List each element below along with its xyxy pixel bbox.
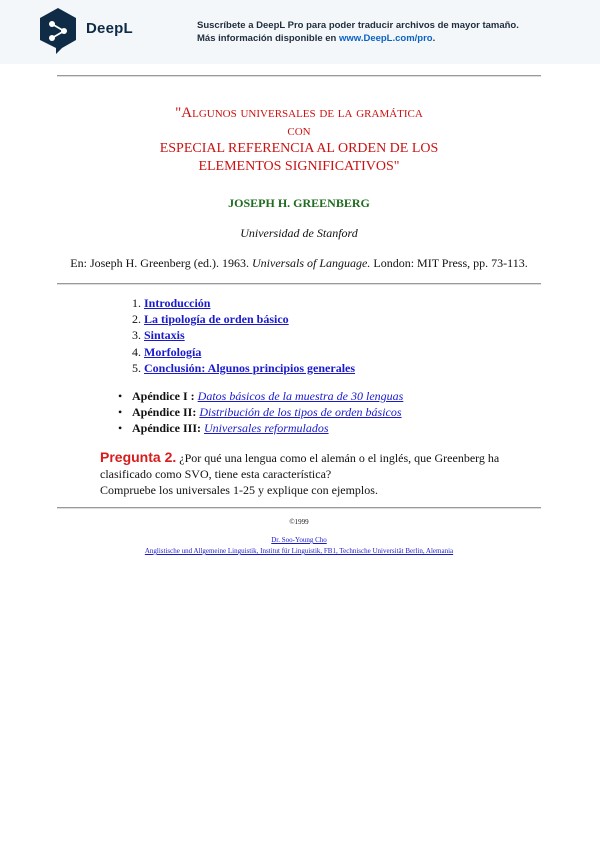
deepl-logo-text[interactable]: DeepL (86, 20, 133, 37)
footer-author (57, 536, 541, 544)
appendix-link-3[interactable]: Universales reformulados (204, 421, 329, 435)
author-link[interactable]: Dr. Soo-Young Cho (271, 536, 327, 544)
toc-item (132, 344, 355, 360)
appendix-list (118, 388, 403, 436)
mid-divider (57, 283, 541, 285)
promo-line-2 (197, 32, 519, 45)
promo-suffix: . (432, 33, 436, 44)
question-block (100, 449, 540, 498)
toc-link-introduccion[interactable]: Introducción (144, 296, 211, 310)
toc-item (132, 327, 355, 343)
citation-book-title: Universals of Language. (252, 256, 371, 270)
toc-item (132, 295, 355, 311)
top-divider (57, 75, 541, 77)
bullet-icon: • (118, 389, 123, 403)
toc-number: 5. (132, 360, 141, 375)
bottom-divider (57, 507, 541, 509)
footer-affiliation (57, 547, 541, 555)
question-paragraph (100, 449, 540, 482)
appendix-item (118, 420, 403, 436)
appendix-label: Apéndice III: (132, 421, 202, 435)
toc-link-conclusion[interactable]: Conclusión: Algunos principios generales (144, 360, 356, 375)
table-of-contents (132, 295, 355, 376)
citation-prefix: En: Joseph H. Greenberg (ed.). 1963. (70, 256, 253, 270)
appendix-item (118, 388, 403, 404)
promo-prefix: Más información disponible en (197, 33, 339, 44)
question-text: ¿Por qué una lengua como el alemán o el inglés, que Greenberg ha clasificado como SVO, tiene esta característica? (100, 451, 500, 481)
toc-link-morfologia[interactable]: Morfología (144, 344, 202, 359)
toc-link-sintaxis[interactable]: Sintaxis (144, 328, 185, 343)
title-line-3: ESPECIAL REFERENCIA AL ORDEN DE LOS (159, 141, 439, 156)
appendix-label: Apéndice I : (132, 389, 195, 403)
title-line-1: "Algunos universales de la gramática (175, 105, 423, 121)
bullet-icon: • (118, 421, 123, 435)
deepl-logo-icon[interactable] (36, 6, 80, 56)
toc-number: 3. (132, 328, 141, 343)
citation-suffix: London: MIT Press, pp. 73-113. (370, 256, 528, 270)
deepl-pro-link[interactable]: www.DeepL.com/pro (339, 33, 433, 44)
bullet-icon: • (118, 405, 123, 419)
promo-line-1: Suscríbete a DeepL Pro para poder traducir archivos de mayor tamaño. (197, 20, 519, 31)
author-name: JOSEPH H. GREENBERG (228, 196, 370, 210)
paper-title (57, 104, 541, 176)
toc-link-tipologia[interactable]: La tipología de orden básico (144, 312, 289, 327)
affiliation-link[interactable]: Anglistische und Allgemeine Linguistik, Institut für Linguistik, FB1, Technische Universität Berlin, Alemania (144, 547, 454, 555)
toc-number: 2. (132, 312, 141, 327)
citation (57, 256, 541, 271)
toc-item (132, 311, 355, 327)
promo-text (197, 19, 519, 45)
toc-number: 1. (132, 296, 141, 310)
copyright: ©1999 (289, 518, 309, 526)
appendix-link-1[interactable]: Datos básicos de la muestra de 30 lenguas (197, 389, 404, 403)
toc-number: 4. (132, 344, 141, 359)
title-line-4: ELEMENTOS SIGNIFICATIVOS" (198, 159, 400, 174)
toc-item (132, 360, 355, 376)
appendix-item (118, 404, 403, 420)
title-line-2: con (287, 123, 311, 139)
appendix-link-2[interactable]: Distribución de los tipos de orden básicos (199, 405, 402, 419)
deepl-banner (0, 0, 600, 64)
appendix-label: Apéndice II: (132, 405, 197, 419)
question-instruction: Compruebe los universales 1-25 y explique con ejemplos. (100, 483, 378, 497)
question-label: Pregunta 2. (100, 449, 177, 465)
university: Universidad de Stanford (240, 226, 358, 240)
